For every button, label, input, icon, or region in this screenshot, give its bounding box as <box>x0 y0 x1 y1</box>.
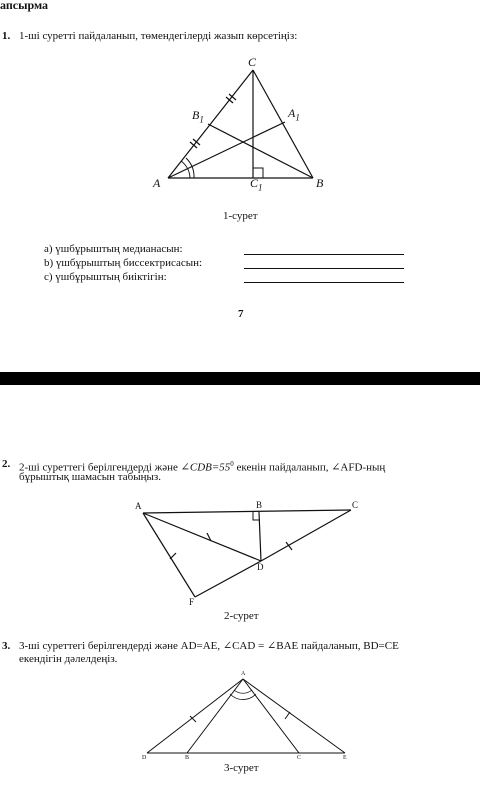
fig1-label-b: B <box>316 176 324 190</box>
fig2-label-c: C <box>352 500 359 510</box>
fig2-side-ad <box>143 513 261 561</box>
fig3-label-c: C <box>297 755 302 761</box>
fig3-label-b: B <box>185 755 190 761</box>
q3-text-line2: екендігін дәлелдеңіз. <box>19 653 118 665</box>
q1-item-a-label: a) үшбұрыштың медианасын: <box>44 243 183 255</box>
q2-text-after: екенін пайдаланып, ∠AFD-ның <box>233 461 386 474</box>
fig3-angle-arc-2 <box>230 694 256 700</box>
fig1-caption: 1-сурет <box>223 210 258 222</box>
fig1-label-a: A <box>153 176 161 190</box>
q1-item-b-label: b) үшбұрыштың биссектрисасын: <box>44 257 203 269</box>
fig2-side-af <box>143 513 195 597</box>
q2-given: ∠CDB=55 <box>180 461 231 474</box>
fig3-label-e: E <box>343 755 347 761</box>
fig1-label-b1: $B_1$ <box>192 108 204 125</box>
fig3-tick-ae <box>285 712 290 719</box>
fig2-side-bd <box>259 512 261 561</box>
fig2-tick-af <box>170 553 176 559</box>
q2-number: 2. <box>2 458 11 470</box>
fig3-label-a: A <box>241 671 246 677</box>
q3-number: 3. <box>2 640 11 652</box>
fig3-angle-arc-1 <box>234 690 252 693</box>
q3-text-line1: 3-ші суреттегі берілгендерді және AD=AE, ∠CAD = ∠BAE пайдаланып, BD=CE <box>19 640 399 652</box>
fig2-side-ac <box>143 510 351 513</box>
q1-number: 1. <box>2 30 11 42</box>
section-header: апсырма <box>0 0 49 12</box>
fig1-label-c1-sub: 1 <box>258 182 263 193</box>
fig3-label-d: D <box>142 755 147 761</box>
q1-text: 1-ші суретті пайдаланып, төмендегілерді жазып көрсетіңіз: <box>19 30 298 42</box>
fig1-label-c1: $C_1$ <box>250 176 263 193</box>
fig1-label-a1: $A_1$ <box>288 106 300 123</box>
fig1-label-a1-sub: 1 <box>295 112 300 123</box>
q1-item-c-label: c) үшбұрыштың биіктігін: <box>44 271 167 283</box>
fig1-label-b1-sub: 1 <box>199 114 204 125</box>
q2-text-line2: бұрыштық шамасын табыңыз. <box>19 471 161 483</box>
fig3-side-ae <box>243 679 345 753</box>
fig1-label-c: C <box>248 55 257 69</box>
fig2-caption: 2-сурет <box>224 610 259 622</box>
fig2-side-dc <box>261 510 351 561</box>
fig2-side-fd <box>195 561 261 597</box>
q2-given-sup: 0 <box>230 460 234 468</box>
q2-text-before: 2-ші суреттегі берілгендерді және <box>19 461 178 474</box>
fig2-label-a: A <box>135 501 142 511</box>
fig2-label-b: B <box>256 500 263 510</box>
fig2-label-d: D <box>257 562 264 572</box>
page-number: 7 <box>238 308 244 320</box>
fig2-label-f: F <box>189 597 195 607</box>
fig3-caption: 3-сурет <box>224 762 259 774</box>
